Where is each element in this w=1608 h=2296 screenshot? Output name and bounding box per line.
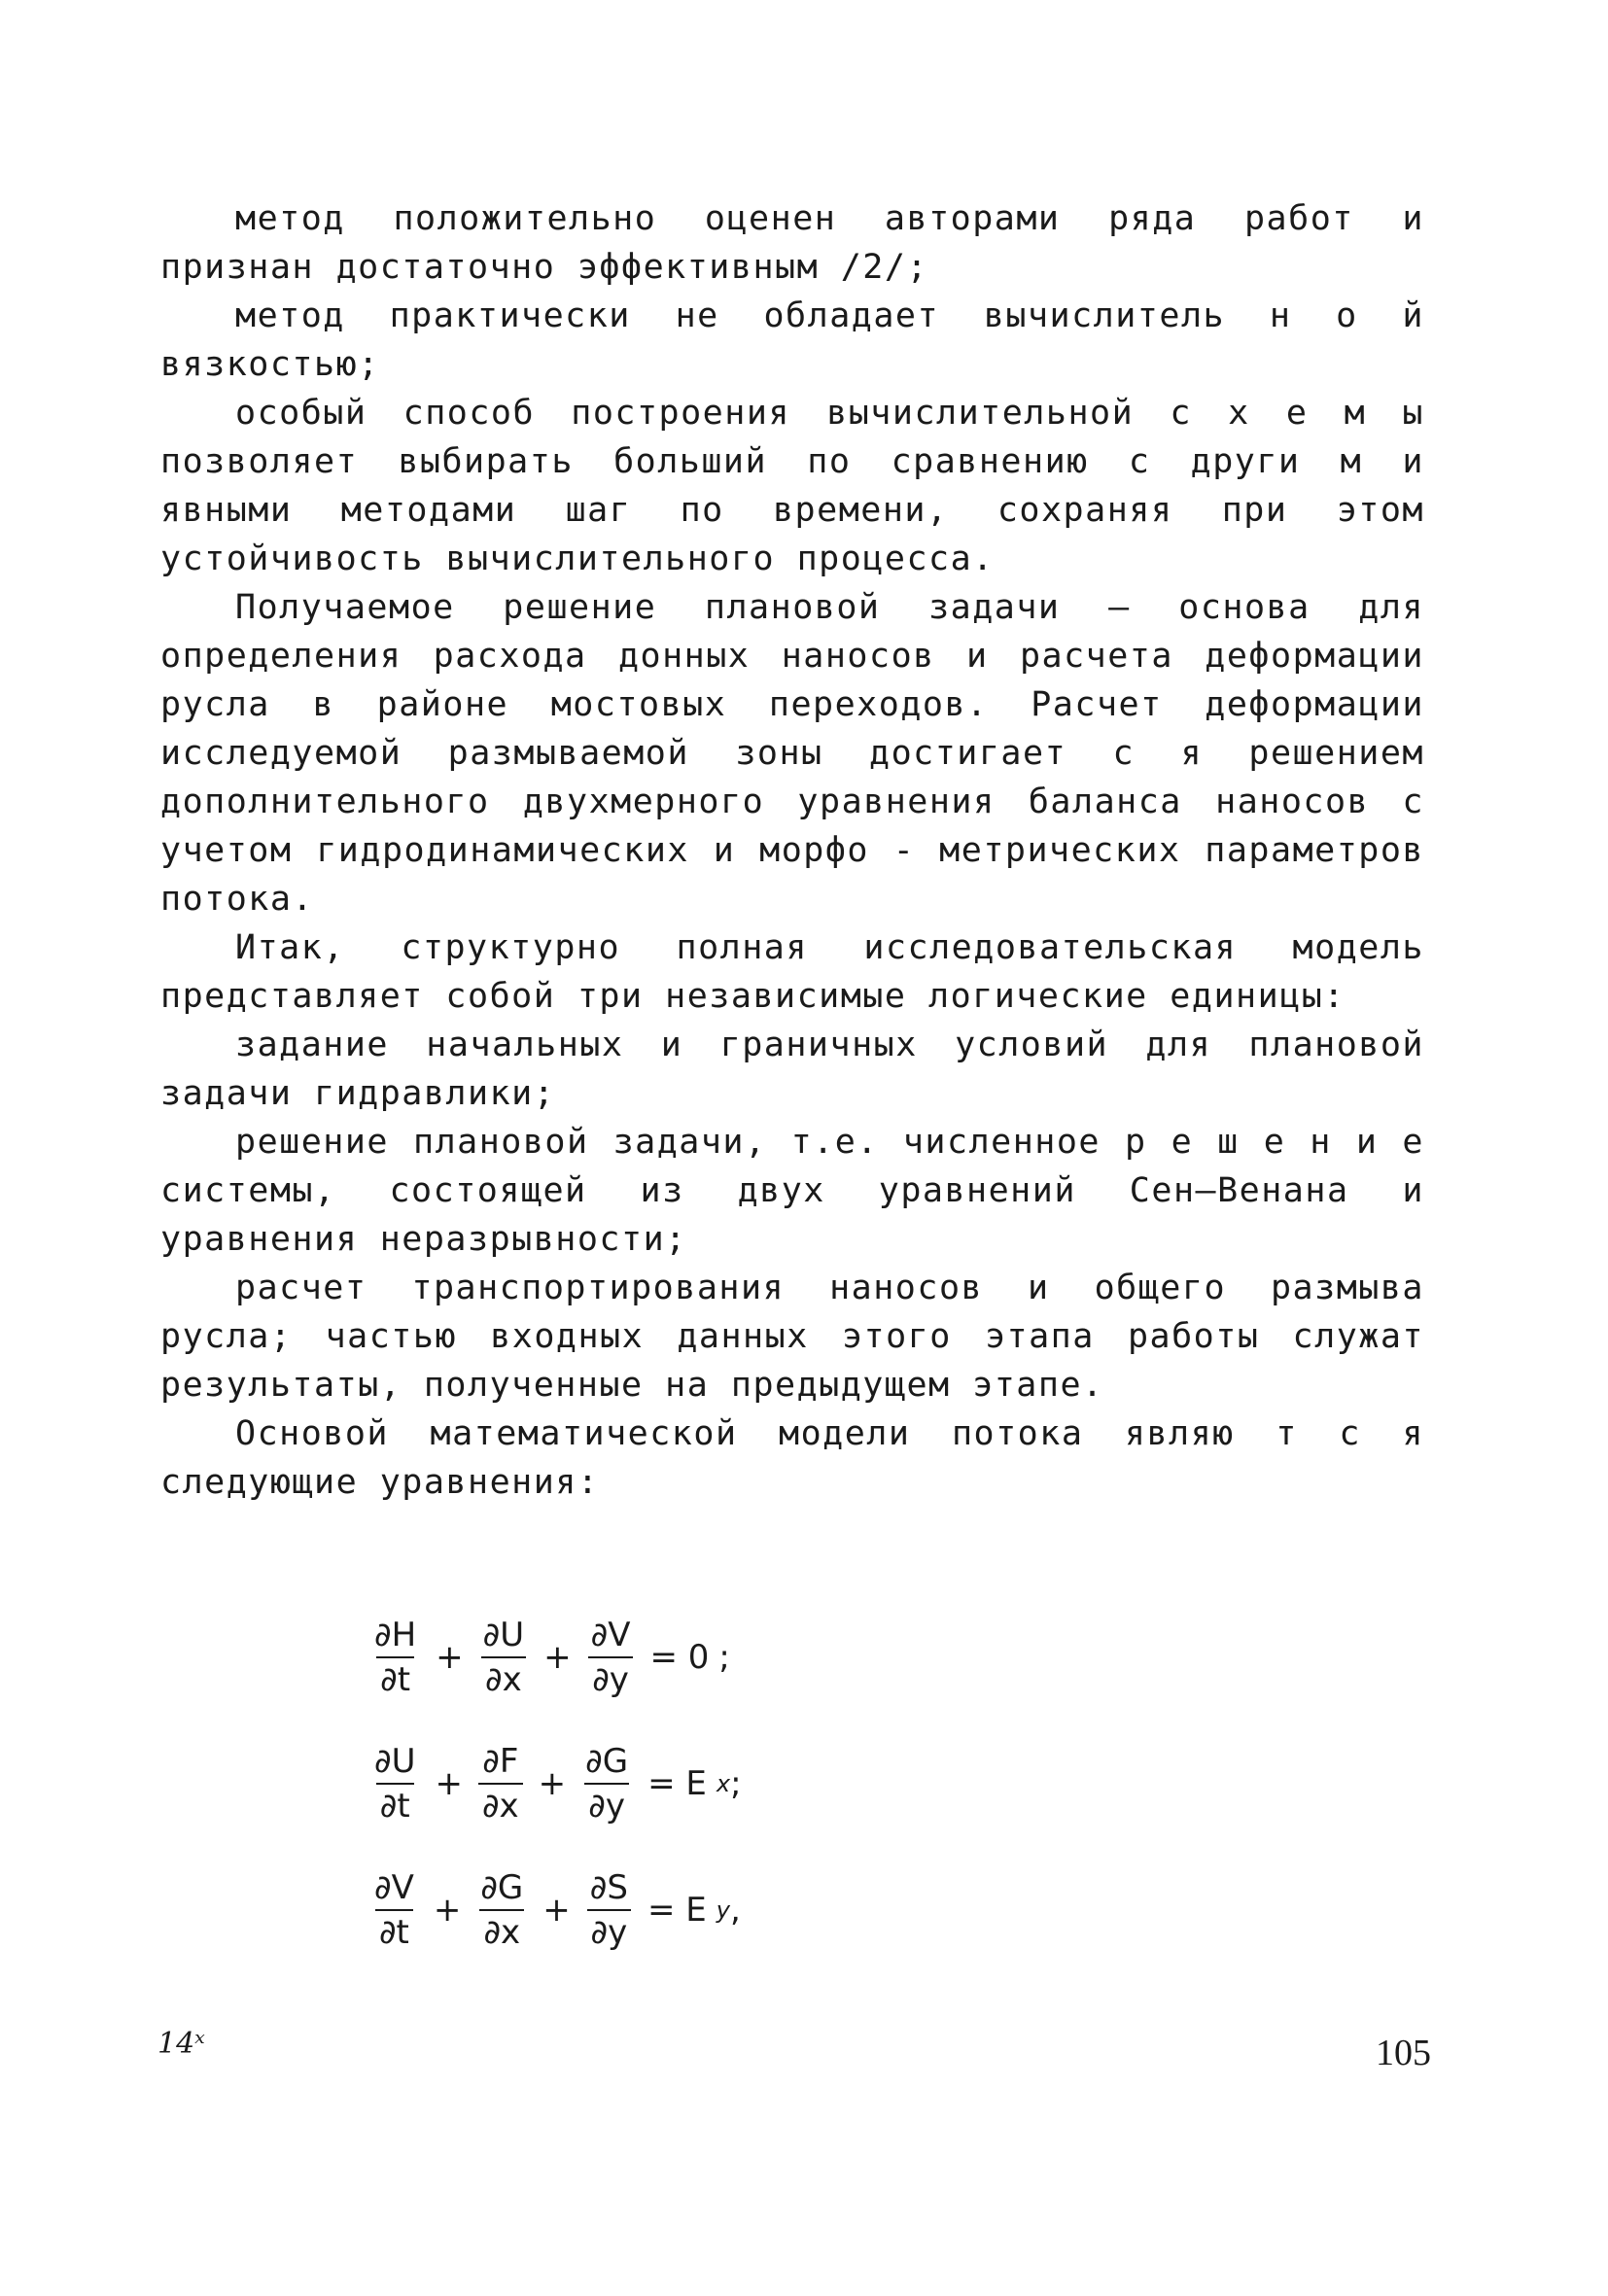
operator: + (436, 1638, 464, 1677)
numerator: ∂G (585, 1742, 629, 1781)
operator: + (433, 1891, 462, 1930)
paragraph: Итак, структурно полная исследовательская модель представляет собой три независимые логические единицы: (160, 928, 1424, 1016)
numerator: ∂H (374, 1616, 417, 1654)
numerator: ∂V (374, 1868, 414, 1907)
fraction (476, 1868, 527, 1952)
rhs-subscript: y (716, 1896, 730, 1924)
operator: + (543, 1638, 572, 1677)
numerator: ∂G (480, 1868, 524, 1907)
fraction (587, 1616, 635, 1699)
fraction (370, 1868, 418, 1952)
denominator: ∂x (479, 1909, 524, 1952)
denominator: ∂y (588, 1656, 633, 1699)
fraction (581, 1742, 632, 1826)
equation (365, 1594, 948, 1721)
equation-rhs: = E (647, 1764, 707, 1803)
operator: + (542, 1891, 571, 1930)
paragraph: расчет транспортирования наносов и общего размыва русла; частью входных данных этого этапа работы служат результаты, полученные на предыдущем этапе. (160, 1269, 1424, 1405)
denominator: ∂t (376, 1783, 414, 1826)
paragraph: метод положительно оценен авторами ряда работ и признан достаточно эффективным /2/; (160, 199, 1424, 287)
fraction (370, 1616, 420, 1699)
operator: + (435, 1764, 463, 1803)
paragraph: особый способ построения вычислительной с х е м ы позволяет выбирать больший по сравнению с други м и явными методами шаг по времени, сохраняя при этом устойчивость вычислительного процесса. (160, 394, 1424, 578)
numerator: ∂U (374, 1742, 416, 1781)
equation (365, 1847, 948, 1973)
fraction (370, 1742, 419, 1826)
denominator: ∂x (481, 1656, 526, 1699)
equation-end: , (729, 1891, 741, 1930)
denominator: ∂y (584, 1783, 629, 1826)
equation-block (365, 1594, 948, 1973)
paragraph: метод практически не обладает вычислитель н о й вязкостью; (160, 296, 1424, 384)
fraction (478, 1742, 523, 1826)
denominator: ∂y (587, 1909, 632, 1952)
denominator: ∂t (375, 1909, 413, 1952)
paragraph: Получаемое решение плановой задачи – основа для определения расхода донных наносов и расчета деформации русла в районе мостовых переходов. Расчет деформации исследуемой размываемой зоны достигает с я решением дополнительного двухмерного уравнения баланса наносов с учетом гидродинамических и морфо - метрических параметров потока. (160, 588, 1424, 919)
numerator: ∂F (482, 1742, 519, 1781)
page-number: 105 (1376, 2033, 1431, 2073)
fraction (586, 1868, 632, 1952)
body-text (160, 194, 1424, 1507)
equation (365, 1721, 948, 1847)
paragraph: Основой математической модели потока являю т с я следующие уравнения: (160, 1414, 1424, 1502)
paragraph: решение плановой задачи, т.е. численное р е ш е н и е системы, состоящей из двух уравнений Сен–Венана и уравнения неразрывности; (160, 1123, 1424, 1259)
folio-mark: 14ˣ (157, 2027, 205, 2061)
fraction (479, 1616, 528, 1699)
numerator: ∂V (590, 1616, 631, 1654)
equation-end: ; (718, 1638, 730, 1677)
denominator: ∂x (478, 1783, 523, 1826)
numerator: ∂S (589, 1868, 628, 1907)
rhs-subscript: x (716, 1770, 731, 1797)
equation-rhs: = E (647, 1891, 707, 1930)
operator: + (538, 1764, 567, 1803)
numerator: ∂U (482, 1616, 525, 1654)
paragraph: задание начальных и граничных условий для плановой задачи гидравлики; (160, 1026, 1424, 1113)
equation-rhs: = 0 (649, 1638, 710, 1677)
equation-end: ; (730, 1764, 742, 1803)
denominator: ∂t (376, 1656, 414, 1699)
